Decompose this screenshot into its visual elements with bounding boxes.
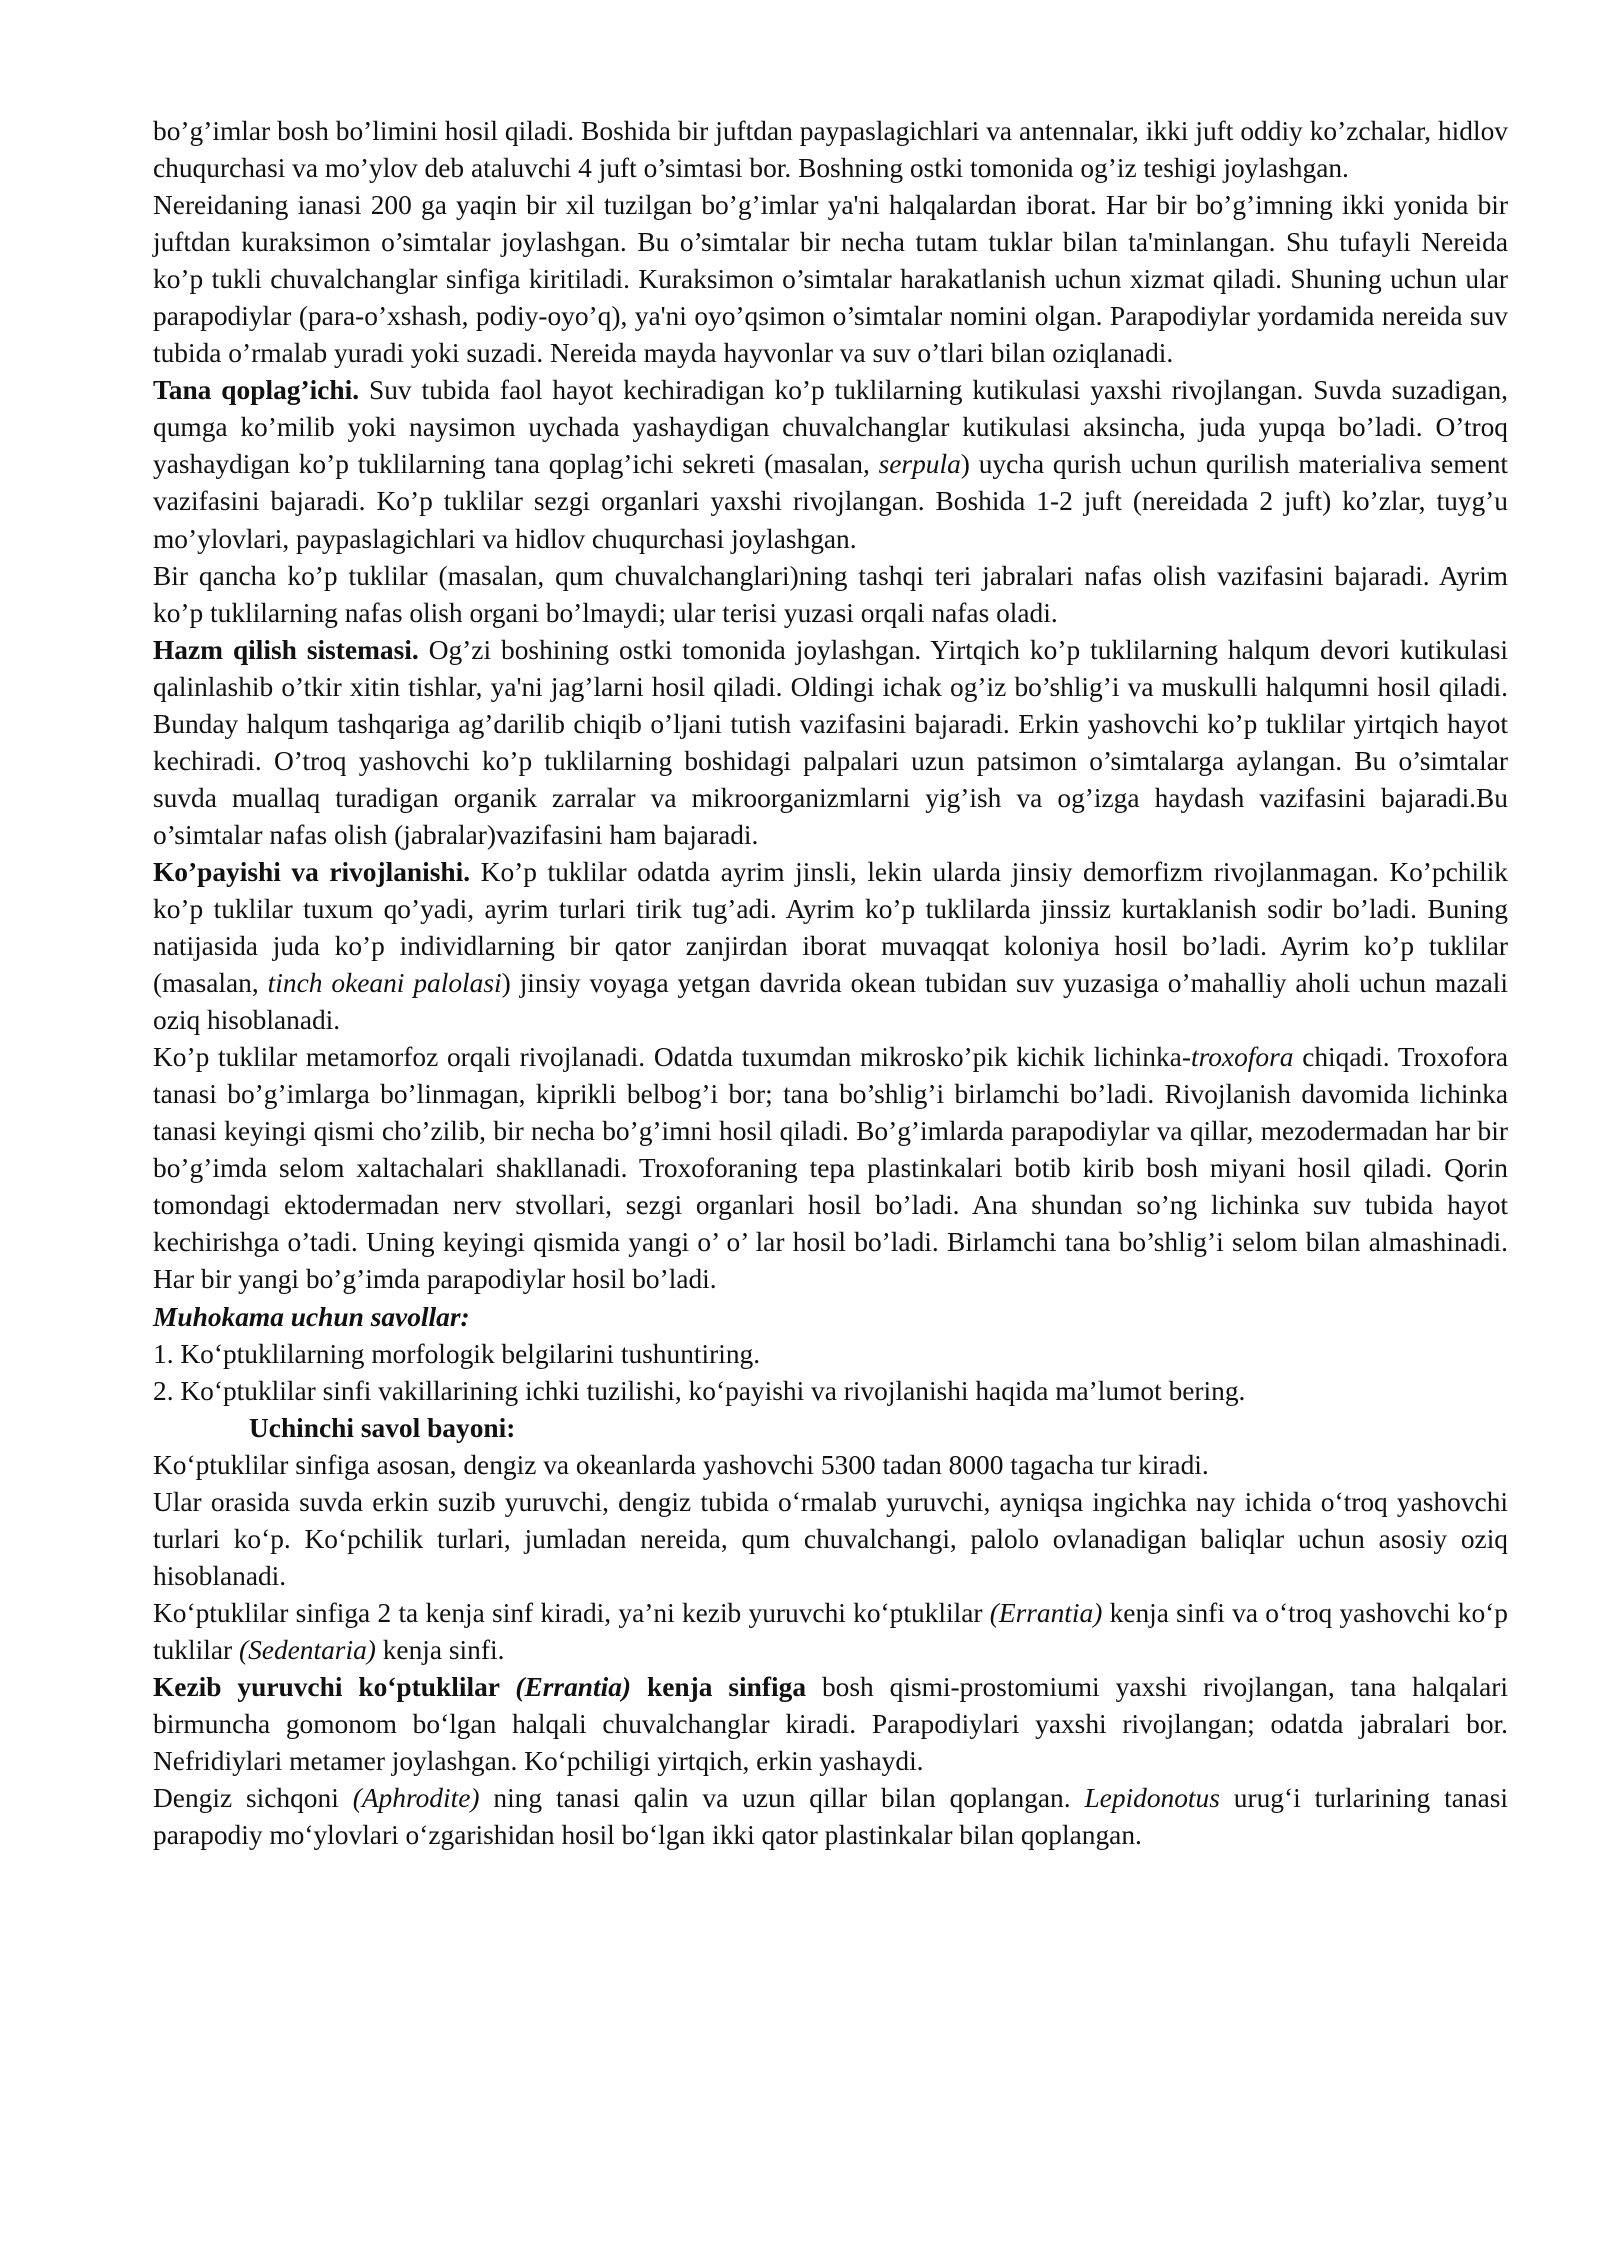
- paragraph-errantia: [153, 1669, 1508, 1780]
- paragraph-head-segments: [153, 113, 1508, 187]
- italic-term: (Errantia): [989, 1597, 1103, 1628]
- text-run: 1. Ko‘ptuklilarning morfologik belgilarini tushuntiring.: [153, 1338, 761, 1369]
- paragraph-nereida-body: [153, 187, 1508, 372]
- text-run: bosh qismi-prostomiumi yaxshi rivojlangan, tana halqalari birmuncha gomonom bo‘lgan halqali chuvalchanglar kiradi. Parapodiylari yaxshi rivojlangan; odatda jabralari bor. Nefridiylari metamer joylashgan. Ko‘pchiligi yirtqich, erkin yashaydi.: [153, 1671, 1508, 1777]
- paragraph-digestive-system: [153, 632, 1508, 854]
- text-run: kenja sinfi.: [375, 1634, 505, 1665]
- italic-term: Lepidonotus: [1084, 1783, 1220, 1814]
- italic-term: serpula: [878, 449, 961, 480]
- text-run: ning tanasi qalin va uzun qillar bilan qoplangan.: [479, 1783, 1085, 1814]
- paragraph-metamorphosis: [153, 1039, 1508, 1298]
- section-heading-hazm-qilish: Hazm qilish sistemasi.: [153, 634, 419, 665]
- text-run: Ko’p tuklilar metamorfoz orqali rivojlanadi. Odatda tuxumdan mikrosko’pik kichik lichinka-: [153, 1042, 1191, 1073]
- bold-term: kenja sinfiga: [631, 1671, 807, 1702]
- paragraph-species-count: [153, 1447, 1508, 1484]
- italic-term: troxofora: [1190, 1042, 1294, 1073]
- text-run: kenja sinfi va o‘troq yashovchi ko‘p tuklilar: [153, 1597, 1508, 1665]
- paragraph-reproduction: [153, 854, 1508, 1039]
- italic-term: (Aphrodite): [352, 1783, 480, 1814]
- text-run: Nereidaning ianasi 200 ga yaqin bir xil tuzilgan bo’g’imlar ya'ni halqalardan iborat. Har bir bo’g’imning ikki yonida bir juftdan kuraksimon o’simtalar joylashgan. Bu o’simtalar bir necha tutam tuklar bilan ta'minlangan. Shu tufayli Nereida ko’p tukli chuvalchanglar sinfiga kiritiladi. Kuraksimon o’simtalar harakatlanish uchun xizmat qiladi. Shuning uchun ular parapodiylar (para-o’xshash, podiy-oyo’q), ya'ni oyo’qsimon o’simtalar nomini olgan. Parapodiylar yordamida nereida suv tubida o’rmalab yuradi yoki suzadi. Nereida mayda hayvonlar va suv o’tlari bilan oziqlanadi.: [153, 190, 1508, 369]
- heading-text: Uchinchi savol bayoni:: [249, 1412, 516, 1443]
- bold-term: Kezib yuruvchi ko‘ptuklilar: [153, 1671, 516, 1702]
- paragraph-respiration: [153, 558, 1508, 632]
- text-run: 2. Ko‘ptuklilar sinfi vakillarining ichki tuzilishi, ko‘payishi va rivojlanishi haqida ma’lumot bering.: [153, 1375, 1246, 1406]
- paragraph-subclasses: [153, 1595, 1508, 1669]
- text-run: Ko‘ptuklilar sinfiga 2 ta kenja sinf kiradi, ya’ni kezib yuruvchi ko‘ptuklilar: [153, 1597, 990, 1628]
- paragraph-aphrodite: [153, 1780, 1508, 1854]
- section-heading-tana-qoplagichi: Tana qoplag’ichi.: [153, 375, 360, 406]
- heading-text: Muhokama uchun savollar:: [153, 1301, 470, 1332]
- text-run: Ko’p tuklilar odatda ayrim jinsli, lekin ularda jinsiy demorfizm rivojlanmagan. Ko’pchilik ko’p tuklilar tuxum qo’yadi, ayrim turlari tirik tug’adi. Ayrim ko’p tuklilarda jinssiz kurtaklanish sodir bo’ladi. Buning natijasida juda ko’p individlarning bir qator zanjirdan iborat muvaqqat koloniya hosil bo’ladi. Ayrim ko’p tuklilar (masalan,: [153, 856, 1508, 999]
- question-item: [153, 1336, 1508, 1373]
- text-run: bo’g’imlar bosh bo’limini hosil qiladi. Boshida bir juftdan paypaslagichlari va antennalar, ikki juft oddiy ko’zchalar, hidlov chuqurchasi va mo’ylov deb ataluvchi 4 juft o’simtasi bor. Boshning ostki tomonida og’iz teshigi joylashgan.: [153, 116, 1508, 184]
- italic-term: (Sedentaria): [238, 1634, 376, 1665]
- discussion-questions-heading: [153, 1299, 1508, 1336]
- question-item: [153, 1373, 1508, 1410]
- text-run: Ko‘ptuklilar sinfiga asosan, dengiz va okeanlarda yashovchi 5300 tadan 8000 tagacha tur kiradi.: [153, 1449, 1209, 1480]
- text-run: Bir qancha ko’p tuklilar (masalan, qum chuvalchanglari)ning tashqi teri jabralari nafas olish vazifasini bajaradi. Ayrim ko’p tuklilarning nafas olish organi bo’lmaydi; ular terisi yuzasi orqali nafas oladi.: [153, 560, 1508, 628]
- text-run: Ular orasida suvda erkin suzib yuruvchi, dengiz tubida o‘rmalab yuruvchi, ayniqsa ingichka nay ichida o‘troq yashovchi turlari ko‘p. Ko‘pchilik turlari, jumladan nereida, qum chuvalchangi, palolo ovlanadigan baliqlar uchun asosiy oziq hisoblanadi.: [153, 1486, 1508, 1591]
- third-question-heading: [153, 1410, 1508, 1447]
- paragraph-body-covering: [153, 372, 1508, 557]
- text-run: urug‘i turlarining tanasi parapodiy mo‘ylovlari o‘zgarishidan hosil bo‘lgan ikki qator plastinkalar bilan qoplangan.: [153, 1783, 1509, 1851]
- text-run: ) uycha qurish uchun qurilish materialiva sement vazifasini bajaradi. Ko’p tuklilar sezgi organlari yaxshi rivojlangan. Boshida 1-2 juft (nereidada 2 juft) ko’zlar, tuyg’u mo’ylovlari, paypaslagichlari va hidlov chuqurchasi joylashgan.: [153, 449, 1508, 554]
- text-run: Og’zi boshining ostki tomonida joylashgan. Yirtqich ko’p tuklilarning halqum devori kutikulasi qalinlashib o’tkir xitin tishlar, ya'ni jag’larni hosil qiladi. Oldingi ichak og’iz bo’shlig’i va muskulli halqumni hosil qiladi. Bunday halqum tashqariga ag’darilib chiqib o’ljani tutish vazifasini bajaradi. Erkin yashovchi ko’p tuklilar yirtqich hayot kechiradi. O’troq yashovchi ko’p tuklilarning boshidagi palpalari uzun patsimon o’simtalarga aylangan. Bu o’simtalar suvda muallaq turadigan organik zarralar va mikroorganizmlarni yig’ish va og’izga haydash vazifasini bajaradi.Bu o’simtalar nafas olish (jabralar)vazifasini ham bajaradi.: [153, 634, 1508, 850]
- italic-term: tinch okeani palolasi: [267, 968, 502, 999]
- section-heading-kopayishi: Ko’payishi va rivojlanishi.: [153, 856, 471, 887]
- text-run: Suv tubida faol hayot kechiradigan ko’p tuklilarning kutikulasi yaxshi rivojlangan. Suvda suzadigan, qumga ko’milib yoki naysimon uychada yashaydigan chuvalchanglar kutikulasi aksincha, juda yupqa bo’ladi. O’troq yashaydigan ko’p tuklilarning tana qoplag’ichi sekreti (masalan,: [153, 375, 1508, 480]
- paragraph-habitats: [153, 1484, 1508, 1595]
- text-run: chiqadi. Troxofora tanasi bo’g’imlarga bo’linmagan, kiprikli belbog’i bor; tana bo’shlig’i birlamchi bo’ladi. Rivojlanish davomida lichinka tanasi keyingi qismi cho’zilib, bir necha bo’g’imni hosil qiladi. Bo’g’imlarda parapodiylar va qillar, mezodermadan har bir bo’g’imda selom xaltachalari shakllanadi. Troxoforaning tepa plastinkalari botib kirib bosh miyani hosil qiladi. Qorin tomondagi ektodermadan nerv stvollari, sezgi organlari hosil bo’ladi. Ana shundan so’ng lichinka suv tubida hayot kechirishga o’tadi. Uning keyingi qismida yangi o’ o’ lar hosil bo’ladi. Birlamchi tana bo’shlig’i selom bilan almashinadi. Har bir yangi bo’g’imda parapodiylar hosil bo’ladi.: [153, 1042, 1508, 1295]
- bold-italic-term: (Errantia): [515, 1671, 632, 1702]
- text-run: ) jinsiy voyaga yetgan davrida okean tubidan suv yuzasiga o’mahalliy aholi uchun mazali oziq hisoblanadi.: [153, 968, 1509, 1036]
- text-run: Dengiz sichqoni: [153, 1783, 353, 1814]
